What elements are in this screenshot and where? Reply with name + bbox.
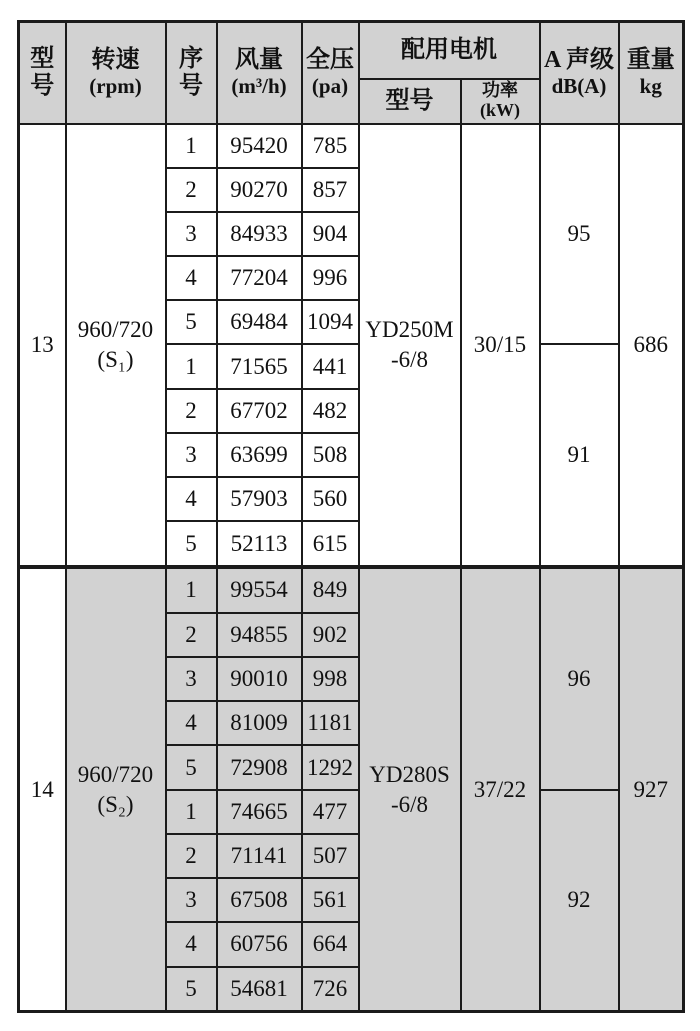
header-seq-line2: 号: [179, 72, 203, 99]
flow-cell: 74665: [217, 790, 302, 834]
header-model: [19, 22, 66, 124]
weight-cell: 927: [619, 567, 684, 1011]
seq-cell: 3: [166, 878, 217, 922]
motor-model-line1: YD250M: [365, 316, 454, 342]
noise-cell-low: 92: [540, 790, 619, 1012]
flow-cell: 77204: [217, 256, 302, 300]
header-noise-line1: A 声级: [543, 47, 614, 74]
flow-cell: 71565: [217, 344, 302, 388]
header-row-1: [19, 22, 684, 79]
flow-cell: 71141: [217, 834, 302, 878]
header-speed: [66, 22, 166, 124]
header-model-line1: 型: [30, 45, 55, 72]
header-seq-line1: 序: [179, 45, 203, 72]
pressure-cell: 441: [302, 344, 359, 388]
header-flow-line2: (m³/h): [231, 74, 287, 99]
motor-model-line1: YD280S: [369, 761, 450, 787]
seq-cell: 2: [166, 389, 217, 433]
seq-cell: 1: [166, 567, 217, 613]
pressure-cell: 849: [302, 567, 359, 613]
flow-cell: 52113: [217, 521, 302, 567]
header-model-line2: 号: [30, 72, 55, 99]
pressure-cell: 996: [302, 256, 359, 300]
header-power-line1: 功率: [482, 80, 518, 101]
speed-cell: [66, 124, 166, 568]
header-flow: [217, 22, 302, 124]
flow-cell: 67702: [217, 389, 302, 433]
pressure-cell: 508: [302, 433, 359, 477]
power-cell: 30/15: [461, 124, 540, 568]
pressure-cell: 664: [302, 922, 359, 966]
section-model-14: [19, 567, 684, 1011]
header-motor-power: [461, 79, 540, 124]
header-seq: [166, 22, 217, 124]
power-cell: 37/22: [461, 567, 540, 1011]
pressure-cell: 1094: [302, 300, 359, 344]
motor-model-cell: [359, 124, 461, 568]
motor-model-cell: [359, 567, 461, 1011]
seq-cell: 4: [166, 922, 217, 966]
noise-cell-high: 96: [540, 567, 619, 790]
seq-cell: 2: [166, 168, 217, 212]
weight-cell: 686: [619, 124, 684, 568]
motor-model-line2: -6/8: [390, 346, 429, 372]
seq-cell: 4: [166, 256, 217, 300]
pressure-cell: 507: [302, 834, 359, 878]
header-motor-group: [359, 22, 540, 79]
header-pressure-line2: (pa): [311, 74, 349, 99]
seq-cell: 4: [166, 701, 217, 745]
speed-code: (S₁): [97, 346, 134, 372]
flow-cell: 72908: [217, 745, 302, 789]
speed-code: (S₂): [97, 791, 134, 817]
pressure-cell: 482: [302, 389, 359, 433]
header-motor-model: [359, 79, 461, 124]
header-pressure-line1: 全压: [306, 47, 354, 74]
motor-model-line2: -6/8: [390, 791, 429, 817]
seq-cell: 2: [166, 834, 217, 878]
model-cell: 13: [19, 124, 66, 568]
flow-cell: 84933: [217, 212, 302, 256]
seq-cell: 1: [166, 124, 217, 168]
speed-value: 960/720: [77, 761, 154, 787]
flow-cell: 95420: [217, 124, 302, 168]
speed-value: 960/720: [77, 316, 154, 342]
seq-cell: 3: [166, 212, 217, 256]
pressure-cell: 726: [302, 967, 359, 1012]
pressure-cell: 785: [302, 124, 359, 168]
noise-cell-low: 91: [540, 344, 619, 567]
header-motor-model-label: 型号: [385, 87, 434, 114]
seq-cell: 1: [166, 790, 217, 834]
flow-cell: 54681: [217, 967, 302, 1012]
seq-cell: 5: [166, 967, 217, 1012]
flow-cell: 63699: [217, 433, 302, 477]
seq-cell: 2: [166, 613, 217, 657]
flow-cell: 90010: [217, 657, 302, 701]
pressure-cell: 902: [302, 613, 359, 657]
header-weight: [619, 22, 684, 124]
pressure-cell: 477: [302, 790, 359, 834]
fan-specification-table: [17, 20, 685, 1013]
seq-cell: 3: [166, 657, 217, 701]
header-motor-group-label: 配用电机: [401, 36, 497, 63]
header-speed-line2: (rpm): [89, 74, 142, 99]
header-speed-line1: 转速: [91, 47, 140, 74]
flow-cell: 67508: [217, 878, 302, 922]
section-model-13: [19, 124, 684, 568]
seq-cell: 5: [166, 300, 217, 344]
flow-cell: 81009: [217, 701, 302, 745]
flow-cell: 90270: [217, 168, 302, 212]
pressure-cell: 560: [302, 477, 359, 521]
table-row: [19, 567, 684, 613]
flow-cell: 69484: [217, 300, 302, 344]
table-row: [19, 124, 684, 168]
noise-cell-high: 95: [540, 124, 619, 345]
pressure-cell: 1292: [302, 745, 359, 789]
seq-cell: 1: [166, 344, 217, 388]
seq-cell: 5: [166, 745, 217, 789]
header-power-line2: (kW): [480, 100, 520, 120]
pressure-cell: 857: [302, 168, 359, 212]
model-cell: 14: [19, 567, 66, 1011]
table-header: [19, 22, 684, 124]
flow-cell: 60756: [217, 922, 302, 966]
pressure-cell: 998: [302, 657, 359, 701]
header-flow-line1: 风量: [235, 47, 283, 74]
header-weight-line2: kg: [639, 74, 662, 99]
header-weight-line1: 重量: [626, 47, 675, 74]
flow-cell: 99554: [217, 567, 302, 613]
pressure-cell: 1181: [302, 701, 359, 745]
seq-cell: 3: [166, 433, 217, 477]
seq-cell: 5: [166, 521, 217, 567]
header-noise: [540, 22, 619, 124]
speed-cell: [66, 567, 166, 1011]
header-pressure: [302, 22, 359, 124]
pressure-cell: 561: [302, 878, 359, 922]
seq-cell: 4: [166, 477, 217, 521]
flow-cell: 57903: [217, 477, 302, 521]
pressure-cell: 615: [302, 521, 359, 567]
header-noise-line2: dB(A): [551, 74, 607, 99]
pressure-cell: 904: [302, 212, 359, 256]
flow-cell: 94855: [217, 613, 302, 657]
